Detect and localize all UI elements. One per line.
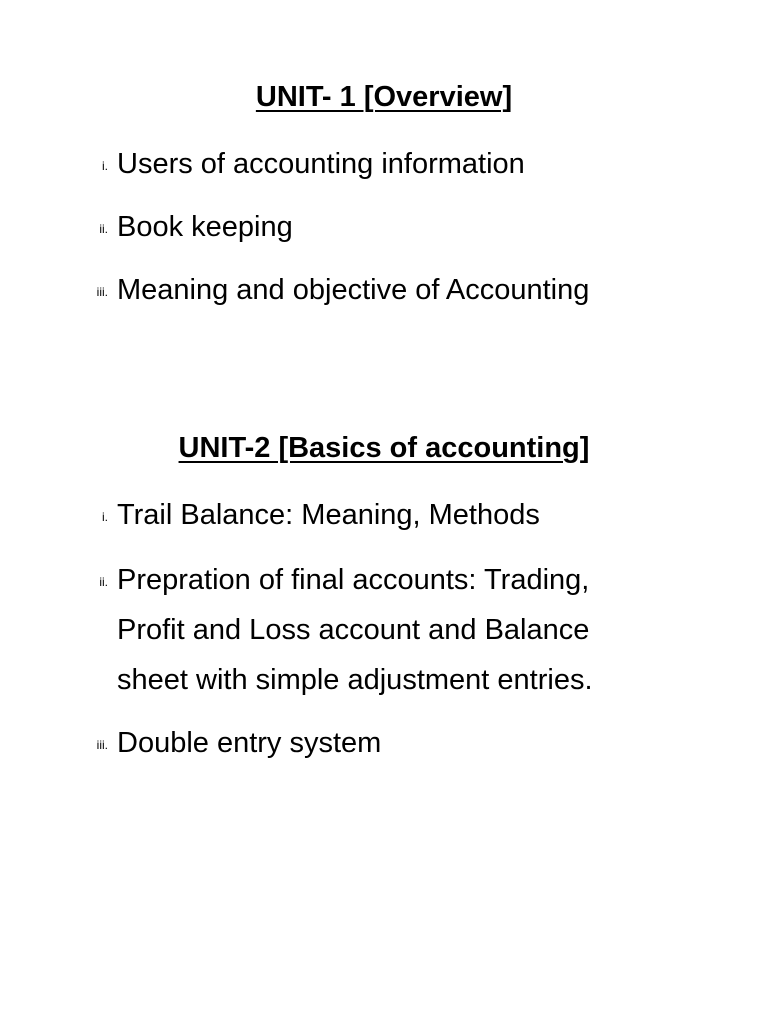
list-item-text: Double entry system	[117, 727, 382, 759]
list-marker: ii.	[99, 222, 108, 236]
list-marker: ii.	[99, 575, 108, 589]
list-marker: i.	[102, 159, 108, 173]
list-item-text: Meaning and objective of Accounting	[117, 274, 590, 306]
list-marker: iii.	[96, 738, 108, 752]
list-item-text: Book keeping	[117, 211, 293, 243]
list-item-text: Prepration of final accounts: Trading, Profit and Loss account and Balance sheet with simple adjustment entries.	[117, 564, 593, 696]
list-item-text: Trail Balance: Meaning, Methods	[117, 499, 540, 531]
unit-1-heading: UNIT- 1 [Overview]	[255, 81, 513, 113]
list-item-text: Users of accounting information	[117, 148, 525, 180]
list-marker: i.	[102, 510, 108, 524]
list-marker: iii.	[96, 285, 108, 299]
unit-2-heading: UNIT-2 [Basics of accounting]	[178, 432, 590, 464]
